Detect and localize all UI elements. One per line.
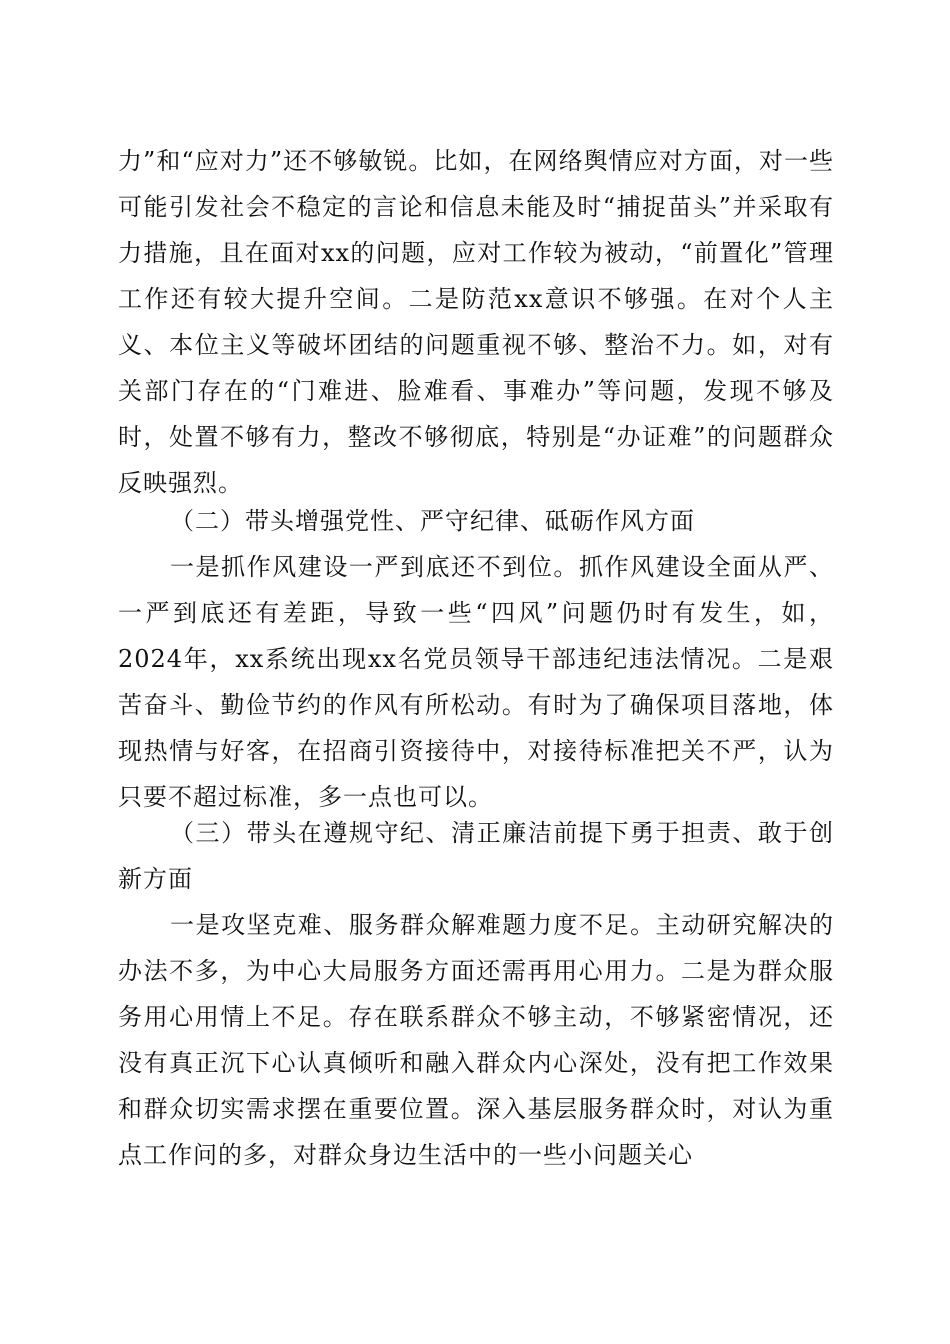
paragraph-text: 一是抓作风建设一严到底还不到位。抓作风建设全面从严、一严到底还有差距，导致一些“四风”问题仍时有发生，如，2024年，xx系统出现xx名党员领导干部违纪违法情况。二是艰苦奋斗、勤俭节约的作风有所松动。有时为了确保项目落地，体现热情与好客，在招商引资接待中，对接待标准把关不严，认为只要不超过标准，多一点也可以。	[118, 553, 834, 811]
section-heading-2	[118, 498, 834, 544]
body-paragraph-2	[118, 544, 834, 820]
section-heading-3	[118, 810, 834, 902]
heading-text: （三）带头在遵规守纪、清正廉洁前提下勇于担责、敢于创新方面	[118, 819, 834, 893]
body-paragraph-3	[118, 902, 834, 1178]
paragraph-text: 力”和“应对力”还不够敏锐。比如，在网络舆情应对方面，对一些可能引发社会不稳定的言论和信息未能及时“捕捉苗头”并采取有力措施，且在面对xx的问题，应对工作较为被动，“前置化”管理工作还有较大提升空间。二是防范xx意识不够强。在对个人主义、本位主义等破坏团结的问题重视不够、整治不力。如，对有关部门存在的“门难进、脸难看、事难办”等问题，发现不够及时，处置不够有力，整改不够彻底，特别是“办证难”的问题群众反映强烈。	[118, 147, 834, 497]
body-paragraph-continued	[118, 138, 834, 506]
heading-text: （二）带头增强党性、严守纪律、砥砺作风方面	[170, 507, 695, 535]
paragraph-text: 一是攻坚克难、服务群众解难题力度不足。主动研究解决的办法不多，为中心大局服务方面还需再用心用力。二是为群众服务用心用情上不足。存在联系群众不够主动，不够紧密情况，还没有真正沉下心认真倾听和融入群众内心深处，没有把工作效果和群众切实需求摆在重要位置。深入基层服务群众时，对认为重点工作问的多，对群众身边生活中的一些小问题关心	[118, 911, 834, 1169]
